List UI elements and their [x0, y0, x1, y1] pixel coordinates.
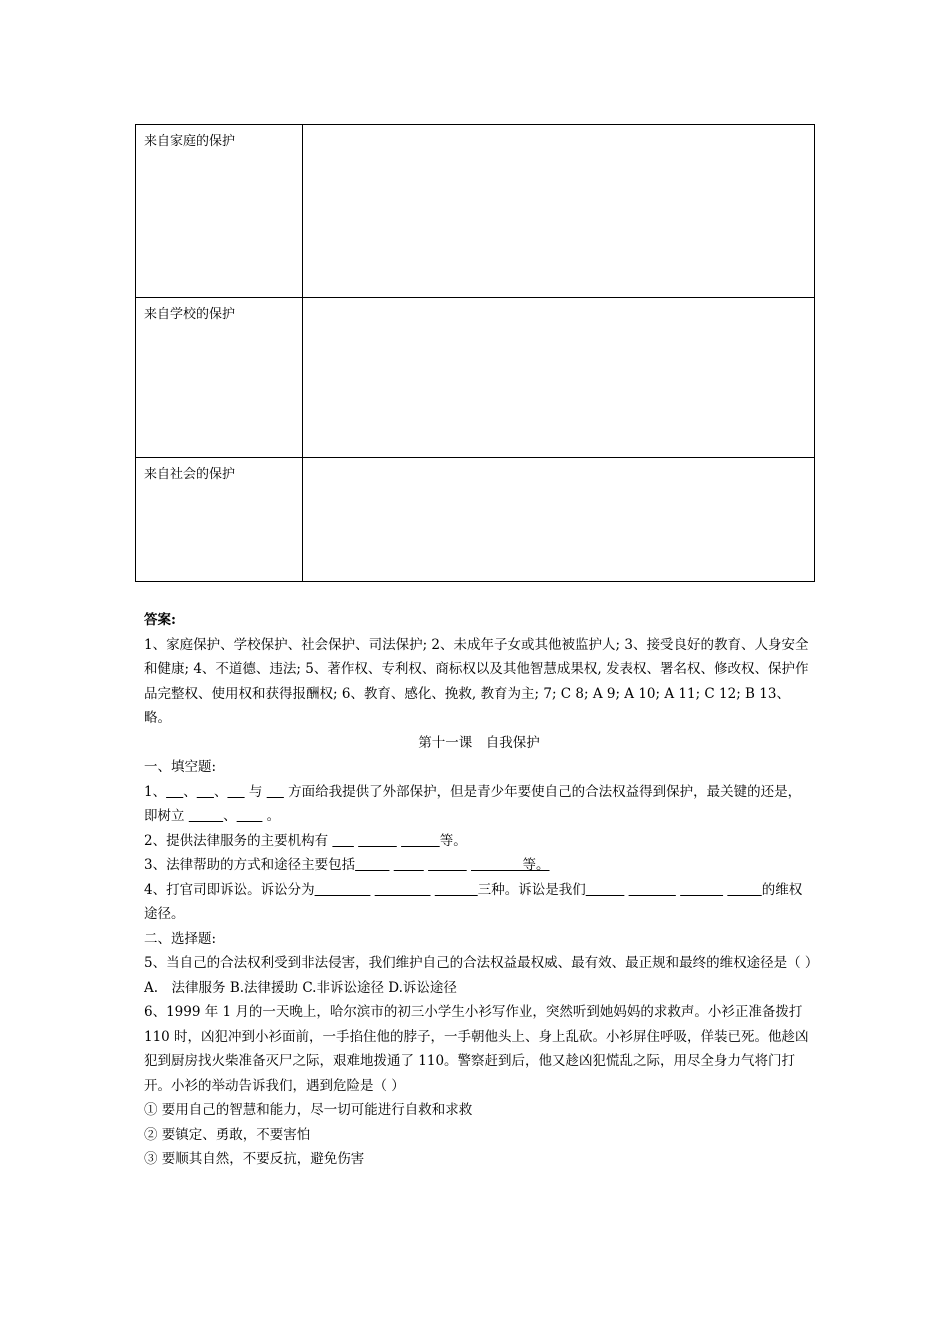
question-6-option-2: ② 要镇定、勇敢，不要害怕 [144, 1126, 311, 1143]
question-6-option-3: ③ 要顺其自然，不要反抗，避免伤害 [144, 1151, 365, 1167]
question-5: 5、当自己的合法权利受到非法侵害，我们维护自己的合法权益最权威、最有效、最正规和最终的维权途径是（ ） [144, 955, 819, 971]
question-2: 2、提供法律服务的主要机构有 等。 [144, 832, 467, 849]
row-content-school [303, 298, 815, 458]
protection-table [135, 124, 815, 582]
row-content-family [303, 125, 815, 298]
lesson-title: 第十一课 自我保护 [418, 734, 540, 751]
row-content-society [303, 458, 815, 582]
table-row [136, 298, 815, 458]
question-4: 4、打官司即诉讼。诉讼分为 三种。诉讼是我们 的维权途径。 [144, 881, 803, 922]
question-5-options: A. 法律服务 B.法律援助 C.非诉讼途径 D.诉讼途径 [144, 979, 457, 996]
question-6: 6、1999 年 1 月的一天晚上，哈尔滨市的初三小学生小衫写作业，突然听到她妈妈的求救声。小衫正准备拨打 110 时，凶犯冲到小衫面前，一手掐住他的脖子，一手朝他头上、身上乱砍。小衫屏住呼吸，佯装已死。他趁凶犯到厨房找火柴准备灭尸之际，艰难地拨通了 110。警察赶到后，他又趁凶犯慌乱之际，用尽全身力气将门打开。小衫的举动告诉我们，遇到危险是（ ） [144, 1004, 809, 1094]
section-heading-fill: 一、填空题: [144, 759, 217, 775]
question-3: 3、法律帮助的方式和途径主要包括 等。 [144, 857, 550, 873]
answers-text: 1、家庭保护、学校保护、社会保护、司法保护; 2、未成年子女或其他被监护人; 3、接受良好的教育、人身安全和健康; 4、不道德、违法; 5、著作权、专利权、商标权以及其他智慧成果权, 发表权、署名权、修改权、保护作品完整权、使用权和获得报酬权; 6、教育、感化、挽救, 教育为主; 7; C 8; A 9; A 10; A 11; C 12; B 13、略。 [144, 636, 809, 726]
question-1: 1、 、 、 与 方面给我提供了外部保护，但是青少年要使自己的合法权益得到保护，最关键的还是，即树立 、 。 [144, 783, 802, 824]
table-row [136, 125, 815, 298]
row-label-family: 来自家庭的保护 [136, 125, 303, 298]
answers-heading: 答案: [144, 612, 176, 628]
section-heading-choice: 二、选择题: [144, 930, 217, 947]
row-label-society: 来自社会的保护 [136, 458, 303, 582]
question-6-option-1: ① 要用自己的智慧和能力，尽一切可能进行自救和求救 [144, 1102, 473, 1118]
document-body [144, 608, 819, 1172]
row-label-school: 来自学校的保护 [136, 298, 303, 458]
table-row [136, 458, 815, 582]
